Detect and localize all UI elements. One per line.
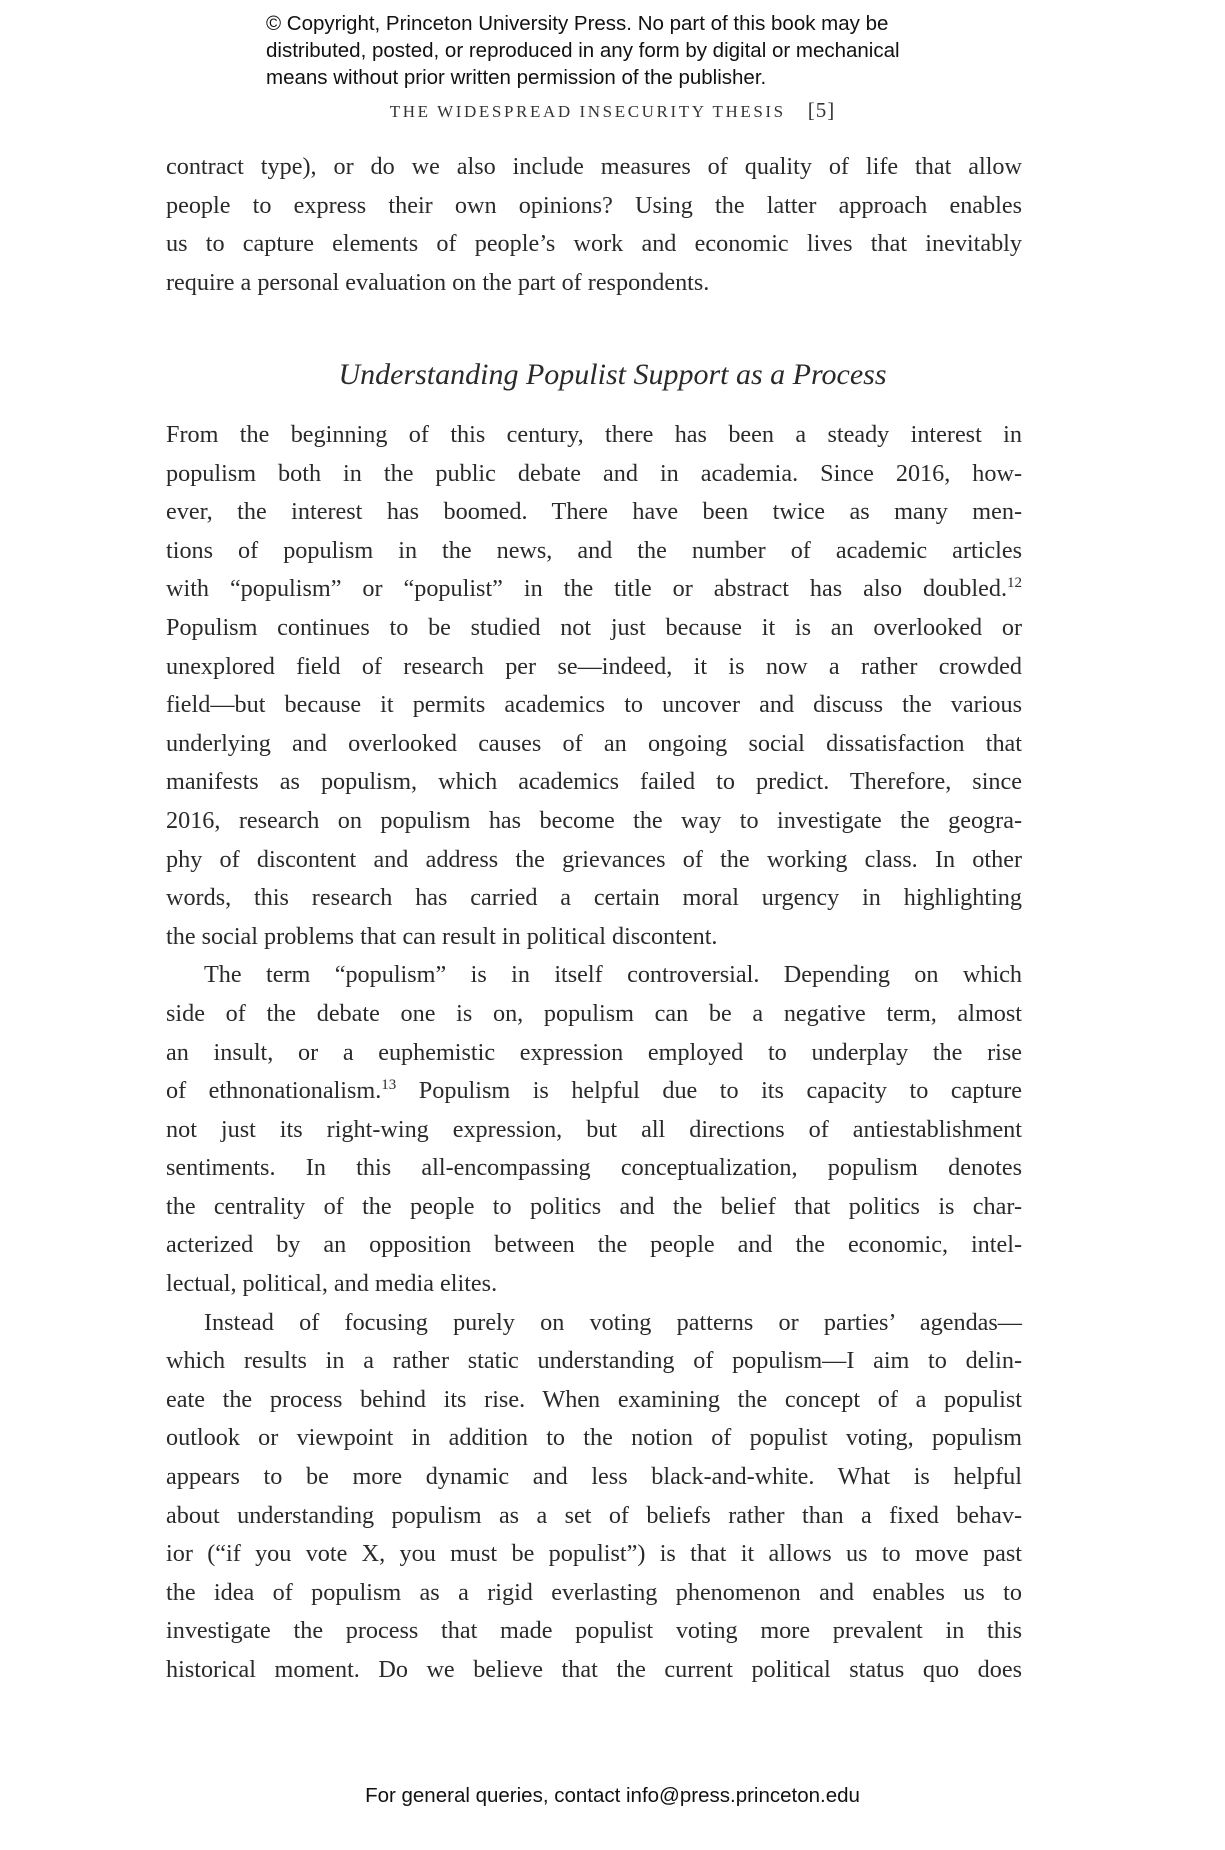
text-line — [166, 841, 1022, 880]
copyright-notice — [266, 10, 900, 91]
footnote-marker: 12 — [1007, 575, 1022, 592]
line-text: people to express their own opinions? Using the latter approach enables — [166, 191, 1022, 219]
line-text: sentiments. In this all-encompassing conceptualization, populism denotes — [166, 1154, 1022, 1182]
line-text: phy of discontent and address the grievances of the working class. In other — [166, 845, 1022, 873]
line-text: an insult, or a euphemistic expression employed to underplay the rise — [166, 1038, 1022, 1066]
text-line — [166, 725, 1022, 764]
line-text: the centrality of the people to politics and the belief that politics is char- — [166, 1192, 1022, 1220]
text-line — [166, 763, 1022, 802]
line-text: tions of populism in the news, and the number of academic articles — [166, 536, 1022, 564]
line-text: lectual, political, and media elites. — [166, 1270, 498, 1298]
footer-contact: For general queries, contact info@press.princeton.edu — [365, 1784, 860, 1807]
line-text: Populism continues to be studied not just because it is an overlooked or — [166, 613, 1022, 641]
paragraph-1 — [166, 148, 1022, 302]
line-text: appears to be more dynamic and less black-and-white. What is helpful — [166, 1463, 1022, 1491]
text-line — [166, 187, 1022, 226]
text-line — [166, 995, 1022, 1034]
line-text: populism both in the public debate and in academia. Since 2016, how- — [166, 459, 1022, 487]
copyright-line: distributed, posted, or reproduced in any form by digital or mechanical — [266, 39, 900, 62]
section-heading: Understanding Populist Support as a Process — [338, 358, 887, 391]
line-text: us to capture elements of people’s work and economic lives that inevitably — [166, 230, 1022, 258]
line-text: Instead of focusing purely on voting patterns or parties’ agendas— — [204, 1308, 1022, 1336]
line-text: eate the process behind its rise. When examining the concept of a populist — [166, 1385, 1022, 1413]
text-line — [166, 1535, 1022, 1574]
copyright-line: © Copyright, Princeton University Press. No part of this book may be — [266, 12, 889, 35]
text-line — [166, 1612, 1022, 1651]
line-text: outlook or viewpoint in addition to the notion of populist voting, populism — [166, 1424, 1022, 1452]
line-text: require a personal evaluation on the part of respondents. — [166, 268, 710, 296]
text-line — [166, 686, 1022, 725]
line-text: Populism is helpful due to its capacity to capture — [396, 1077, 1022, 1105]
text-line — [166, 918, 1022, 957]
text-line — [166, 1381, 1022, 1420]
line-text: From the beginning of this century, there has been a steady interest in — [166, 421, 1022, 448]
text-line — [166, 416, 1022, 455]
line-text: words, this research has carried a certain moral urgency in highlighting — [166, 884, 1022, 912]
text-line — [166, 802, 1022, 841]
text-line — [166, 1574, 1022, 1613]
text-line — [166, 1342, 1022, 1381]
text-line — [166, 879, 1022, 918]
paragraph-2 — [166, 416, 1022, 1690]
line-text: manifests as populism, which academics failed to predict. Therefore, since — [166, 768, 1022, 796]
text-line — [166, 1304, 1022, 1343]
text-line — [166, 1651, 1022, 1690]
running-head — [0, 98, 1225, 123]
line-text: field—but because it permits academics to uncover and discuss the various — [166, 691, 1022, 719]
line-text: of ethnonationalism. — [166, 1077, 382, 1105]
footnote-marker: 13 — [381, 1077, 397, 1094]
line-text: historical moment. Do we believe that the current political status quo does — [166, 1656, 1022, 1683]
line-text: the idea of populism as a rigid everlasting phenomenon and enables us to — [166, 1578, 1022, 1606]
text-line — [166, 648, 1022, 687]
text-line — [166, 148, 1022, 187]
running-head-title: THE WIDESPREAD INSECURITY THESIS — [389, 102, 786, 121]
text-line — [166, 1034, 1022, 1073]
text-line — [166, 1458, 1022, 1497]
line-text: not just its right-wing expression, but all directions of antiestablishment — [166, 1115, 1022, 1143]
text-line — [166, 1265, 1022, 1304]
text-line — [166, 1072, 1022, 1111]
text-line — [166, 956, 1022, 995]
page-number: [5] — [807, 98, 836, 122]
text-line — [166, 532, 1022, 571]
line-text: acterized by an opposition between the people and the economic, intel- — [166, 1231, 1022, 1259]
text-line — [166, 1497, 1022, 1536]
line-text: ever, the interest has boomed. There have been twice as many men- — [166, 498, 1022, 526]
line-text: side of the debate one is on, populism can be a negative term, almost — [166, 999, 1022, 1027]
line-text: which results in a rather static understanding of populism—I aim to delin- — [166, 1347, 1022, 1375]
line-text: unexplored field of research per se—indeed, it is now a rather crowded — [166, 652, 1022, 680]
text-line — [166, 1111, 1022, 1150]
line-text: underlying and overlooked causes of an ongoing social dissatisfaction that — [166, 729, 1022, 757]
text-line — [166, 225, 1022, 264]
line-text: 2016, research on populism has become the way to investigate the geogra- — [166, 806, 1022, 834]
text-line — [166, 455, 1022, 494]
text-line — [166, 493, 1022, 532]
line-text: the social problems that can result in political discontent. — [166, 922, 718, 950]
text-line — [166, 264, 1022, 303]
line-text: ior (“if you vote X, you must be populist”) is that it allows us to move past — [166, 1540, 1022, 1568]
text-line — [166, 570, 1022, 609]
text-line — [166, 1149, 1022, 1188]
line-text: contract type), or do we also include measures of quality of life that allow — [166, 153, 1022, 180]
copyright-line: means without prior written permission of the publisher. — [266, 66, 767, 89]
text-line — [166, 1188, 1022, 1227]
text-line — [166, 609, 1022, 648]
line-text: about understanding populism as a set of beliefs rather than a fixed behav- — [166, 1501, 1022, 1529]
text-line — [166, 1226, 1022, 1265]
line-text: The term “populism” is in itself controversial. Depending on which — [204, 961, 1022, 989]
line-text: investigate the process that made populist voting more prevalent in this — [166, 1617, 1022, 1645]
text-line — [166, 1419, 1022, 1458]
line-text: with “populism” or “populist” in the title or abstract has also doubled. — [166, 575, 1007, 603]
